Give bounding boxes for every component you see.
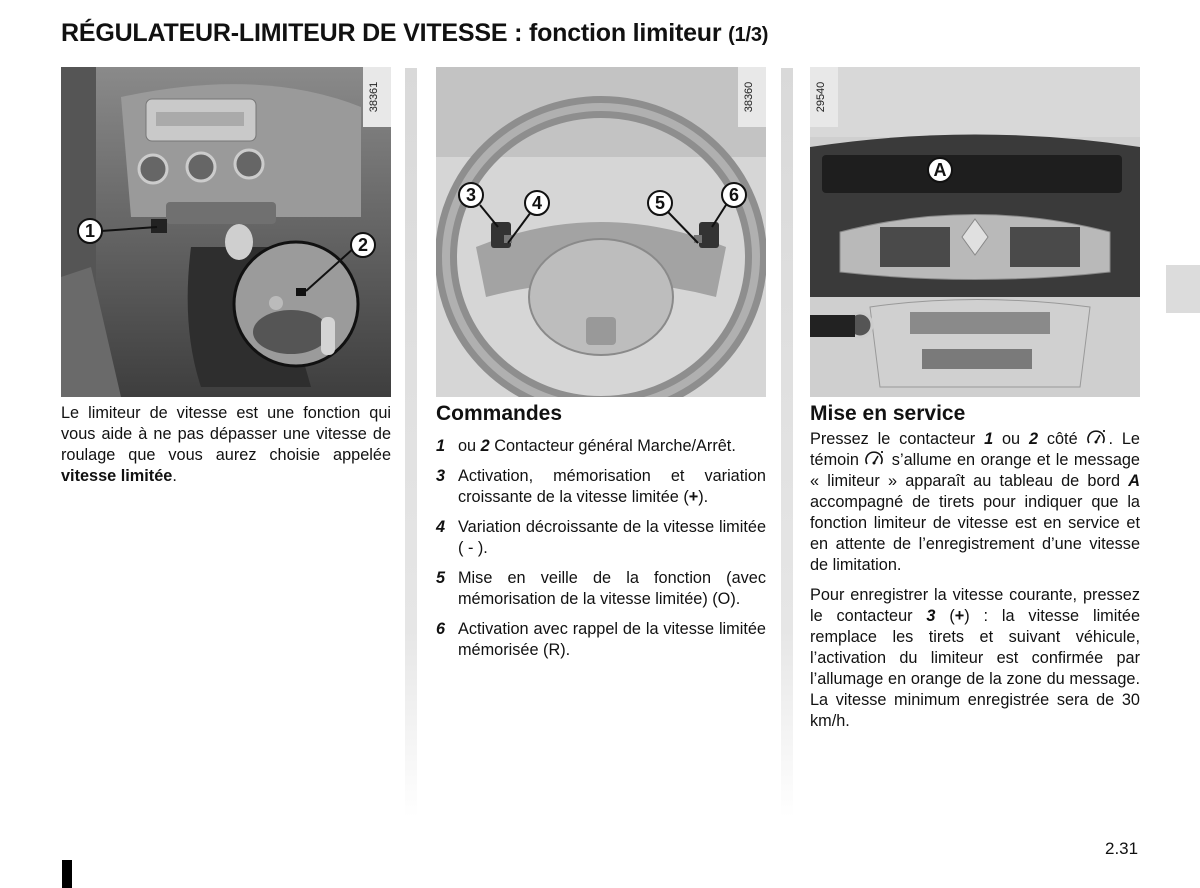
thumb-index-tab xyxy=(1166,265,1200,313)
speed-limiter-warning-icon xyxy=(864,450,886,468)
column-separator xyxy=(781,68,793,818)
title-text: RÉGULATEUR-LIMITEUR DE VITESSE : fonction limiteur xyxy=(61,19,722,47)
list-item: 5 Mise en veille de la fonction (avec mémorisation de la vitesse limitée) (O). xyxy=(436,569,766,608)
callout-6: 6 xyxy=(728,185,740,205)
callout-2: 2 xyxy=(357,235,369,255)
paragraph: Pour enregistrer la vitesse courante, pressez le contacteur 3 (+) : la vitesse limitée remplace les tirets et suivant véhicule, l’activation du limiteur est confirmée par l’allumage en orange de la zone du message. La vitesse minimum enregistrée sera de 30 km/h. xyxy=(810,586,1140,730)
list-item: 6 Activation avec rappel de la vitesse limitée mémorisée (R). xyxy=(436,620,766,659)
figure-dashboard xyxy=(810,67,1140,397)
page-edge-mark xyxy=(62,860,72,888)
callout-5: 5 xyxy=(654,193,666,213)
column-separator xyxy=(405,68,417,818)
figure-steering-wheel xyxy=(436,67,766,397)
callout-3: 3 xyxy=(465,185,477,205)
figure-ref-code: 38360 xyxy=(743,81,755,113)
bold-term: vitesse limitée xyxy=(61,467,173,485)
figure-console-switch xyxy=(61,67,391,397)
heading-commandes: Commandes xyxy=(436,402,563,425)
list-item: 4 Variation décroissante de la vitesse limitée ( - ). xyxy=(436,518,766,557)
figure-ref-code: 29540 xyxy=(815,81,827,113)
callout-A: A xyxy=(933,160,947,180)
heading-mise-en-service: Mise en service xyxy=(810,402,966,425)
paragraph: Pressez le contacteur 1 ou 2 côté . Le témoin s’allume en orange et le message « limiteur » apparaît au tableau de bord A accompagné de tirets pour indiquer que la fonction limiteur de vitesse est en service et en attente de l’enregistrement d’une vitesse de limitation. xyxy=(810,430,1140,574)
speed-limiter-icon xyxy=(1086,429,1108,447)
callout-4: 4 xyxy=(531,193,543,213)
callout-1: 1 xyxy=(84,221,96,241)
intro-paragraph: Le limiteur de vitesse est une fonction qui vous aide à ne pas dépasser une vitesse de roulage que vous aurez choisie appelée vitesse limitée. xyxy=(61,404,391,485)
list-item: 3 Activation, mémorisation et variation croissante de la vitesse limitée (+). xyxy=(436,467,766,506)
commands-list xyxy=(436,436,766,670)
activation-text xyxy=(810,429,1140,741)
page-title xyxy=(61,19,768,48)
title-suffix: (1/3) xyxy=(728,24,769,46)
page-number: 2.31 xyxy=(1105,839,1139,858)
figure-ref-code: 38361 xyxy=(368,81,380,113)
list-item: 1 ou 2 Contacteur général Marche/Arrêt. xyxy=(436,437,736,455)
